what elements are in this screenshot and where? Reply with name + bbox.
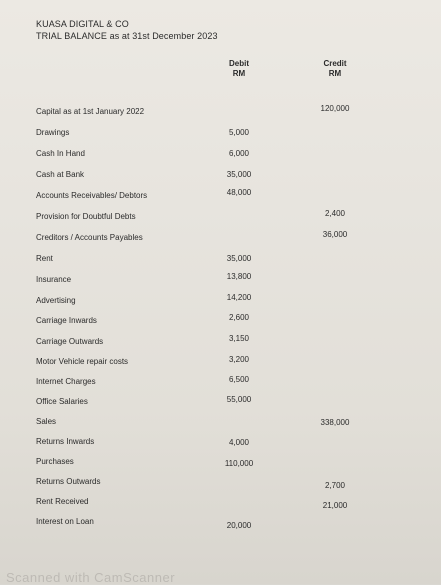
credit-amount: 120,000: [320, 104, 350, 113]
row-label: Insurance: [36, 275, 72, 284]
debit-amount: 35,000: [226, 170, 252, 179]
debit-amount: 3,150: [228, 334, 250, 343]
debit-heading: Debit: [229, 59, 249, 68]
scanner-watermark: Scanned with CamScanner: [6, 570, 176, 585]
table-row: [0, 454, 441, 470]
row-label: Drawings: [36, 128, 70, 137]
row-label: Carriage Outwards: [36, 337, 104, 346]
table-row: [0, 272, 441, 288]
document-header: [36, 18, 218, 42]
row-label: Provision for Doubtful Debts: [36, 212, 136, 221]
table-row: [0, 251, 441, 267]
table-row: [0, 394, 441, 410]
debit-amount: 2,600: [228, 313, 250, 322]
debit-amount: 48,000: [226, 188, 252, 197]
row-label: Office Salaries: [36, 397, 88, 406]
row-label: Sales: [36, 417, 57, 426]
table-row: [0, 514, 441, 530]
row-label: Accounts Receivables/ Debtors: [36, 191, 148, 200]
document-title: TRIAL BALANCE as at 31st December 2023: [36, 31, 218, 41]
row-label: Internet Charges: [36, 377, 96, 386]
row-label: Capital as at 1st January 2022: [36, 107, 145, 116]
row-label: Interest on Loan: [36, 517, 94, 526]
row-label: Cash In Hand: [36, 149, 85, 158]
debit-column-header: [209, 59, 269, 79]
table-row: [0, 167, 441, 183]
debit-amount: 55,000: [226, 395, 252, 404]
table-row: [0, 474, 441, 490]
debit-unit: RM: [232, 69, 246, 78]
table-row: [0, 146, 441, 162]
table-row: [0, 414, 441, 430]
debit-amount: 13,800: [226, 272, 252, 281]
credit-heading: Credit: [323, 59, 347, 68]
row-label: Returns Inwards: [36, 437, 95, 446]
table-row: [0, 230, 441, 246]
row-label: Rent Received: [36, 497, 89, 506]
credit-amount: 2,700: [324, 481, 346, 490]
company-name: KUASA DIGITAL & CO: [36, 19, 129, 29]
debit-amount: 5,000: [228, 128, 250, 137]
table-row: [0, 209, 441, 225]
table-row: [0, 494, 441, 510]
table-row: [0, 354, 441, 370]
debit-amount: 4,000: [228, 438, 250, 447]
row-label: Rent: [36, 254, 53, 263]
table-row: [0, 374, 441, 390]
debit-amount: 3,200: [228, 355, 250, 364]
credit-amount: 2,400: [324, 209, 346, 218]
row-label: Cash at Bank: [36, 170, 85, 179]
credit-amount: 21,000: [322, 501, 348, 510]
credit-unit: RM: [328, 69, 342, 78]
row-label: Motor Vehicle repair costs: [36, 357, 129, 366]
table-row: [0, 334, 441, 350]
credit-amount: 36,000: [322, 230, 348, 239]
row-label: Creditors / Accounts Payables: [36, 233, 143, 242]
table-row: [0, 188, 441, 204]
table-row: [0, 125, 441, 141]
debit-amount: 35,000: [226, 254, 252, 263]
row-label: Advertising: [36, 296, 76, 305]
credit-column-header: [305, 59, 365, 79]
table-row: [0, 293, 441, 309]
debit-amount: 110,000: [224, 459, 254, 468]
row-label: Carriage Inwards: [36, 316, 97, 325]
row-label: Purchases: [36, 457, 74, 466]
debit-amount: 14,200: [226, 293, 252, 302]
debit-amount: 6,000: [228, 149, 250, 158]
debit-amount: 6,500: [228, 375, 250, 384]
debit-amount: 20,000: [226, 521, 252, 530]
table-row: [0, 104, 441, 120]
row-label: Returns Outwards: [36, 477, 101, 486]
table-row: [0, 434, 441, 450]
credit-amount: 338,000: [320, 418, 350, 427]
table-row: [0, 313, 441, 329]
